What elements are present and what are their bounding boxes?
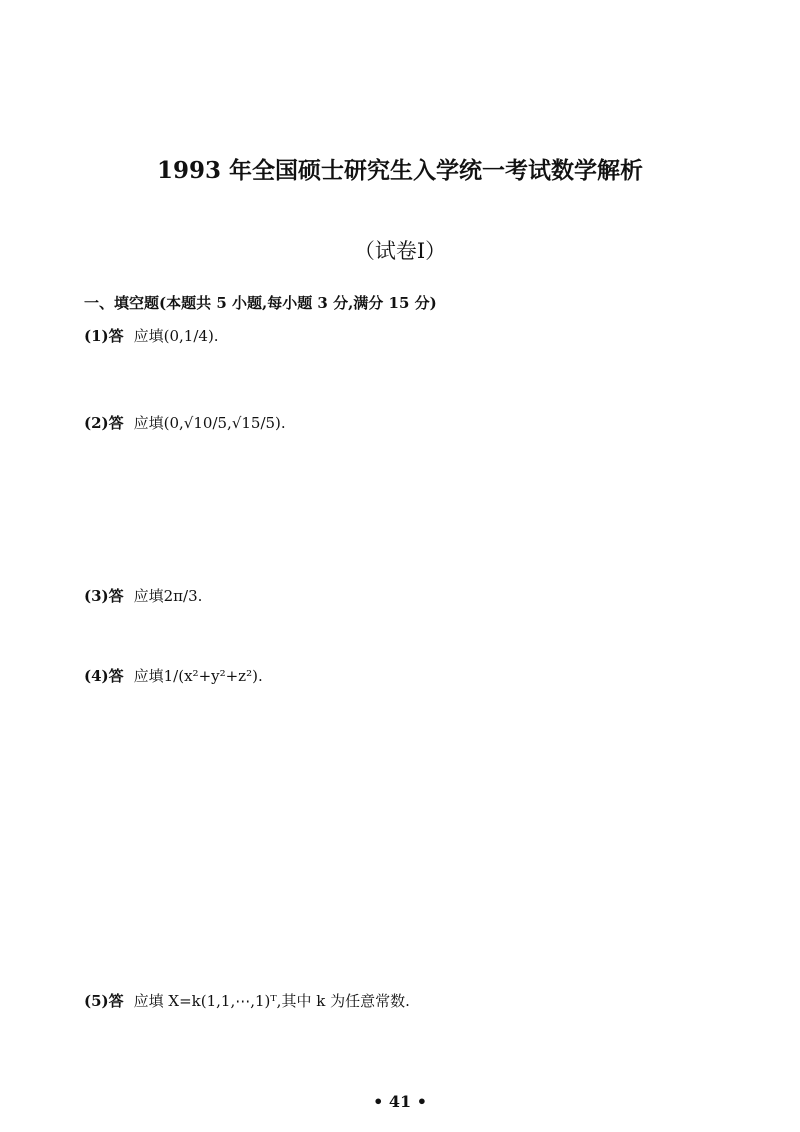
answer-3: (3)答 应填2π/3. [84,587,203,605]
paper-subtitle: （试卷Ⅰ） [353,239,447,263]
answer-1: (1)答 应填(0,1/4). [84,327,219,345]
section-heading: 一、填空题(本题共 5 小题,每小题 3 分,满分 15 分) [84,294,437,312]
page-title: 1993 年全国硕士研究生入学统一考试数学解析 [156,157,644,184]
answer-2: (2)答 应填(0,√10/5,√15/5). [84,414,286,432]
page-number: • 41 • [373,1092,427,1111]
answer-4: (4)答 应填1/(x²+y²+z²). [84,667,263,685]
answer-5: (5)答 应填 X=k(1,1,⋯,1)ᵀ,其中 k 为任意常数. [84,992,410,1010]
